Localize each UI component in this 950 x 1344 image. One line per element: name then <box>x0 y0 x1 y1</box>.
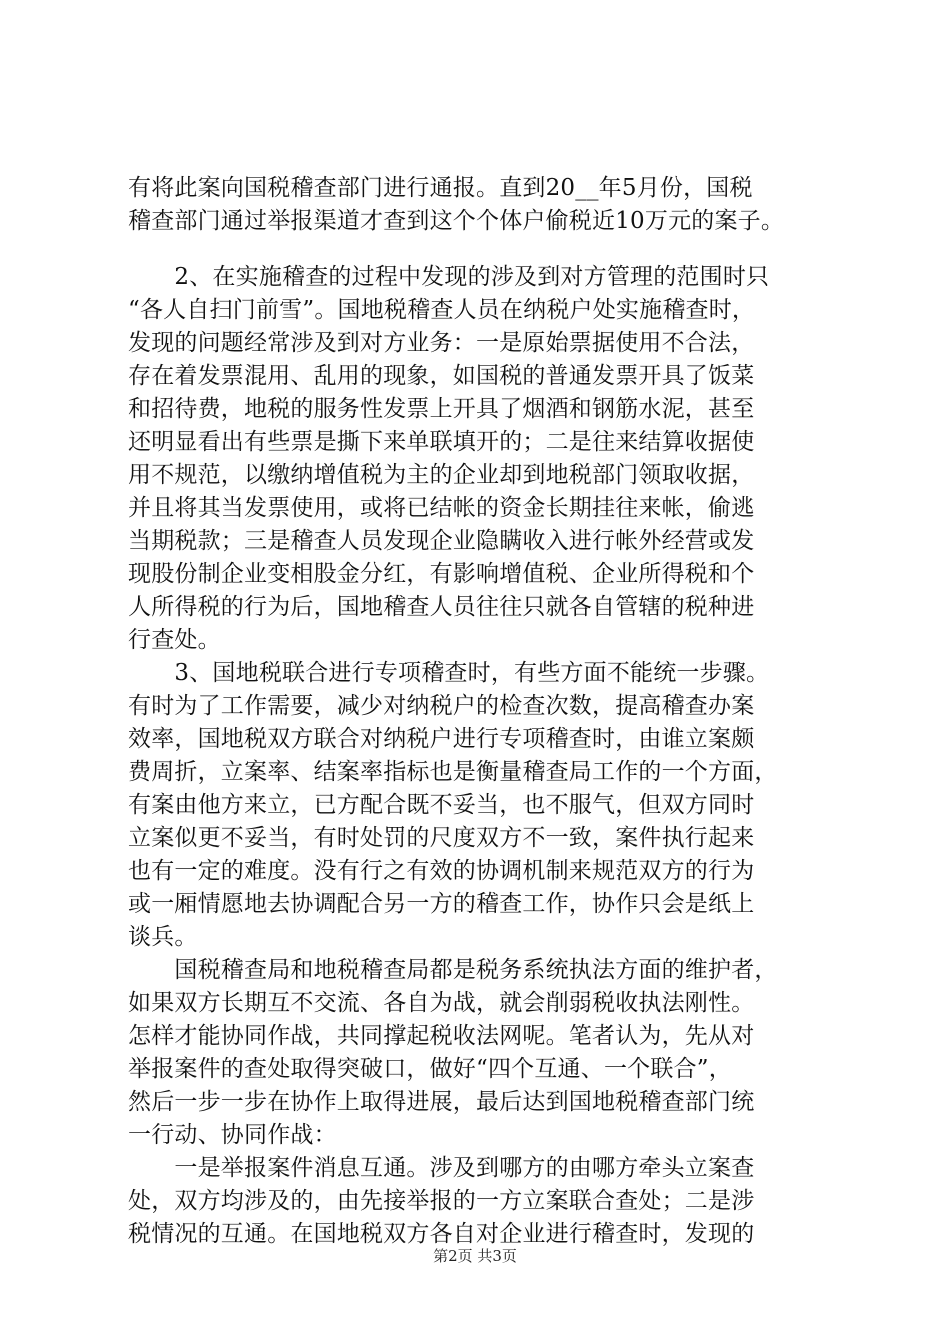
page-number-footer: 第2页 共3页 <box>433 1247 517 1265</box>
text-line: 或一厢情愿地去协调配合另一方的稽查工作，协作只会是纸上 <box>128 891 755 917</box>
text-line: 怎样才能协同作战，共同撑起税收法网呢。笔者认为，先从对 <box>128 1023 755 1049</box>
text-line: 稽查部门通过举报渠道才查到这个个体户偷税近10万元的案子。 <box>128 208 785 234</box>
text-line: 发现的问题经常涉及到对方业务：一是原始票据使用不合法， <box>128 330 755 356</box>
text-line: 费周折，立案率、结案率指标也是衡量稽查局工作的一个方面， <box>128 759 778 785</box>
text-line: 并且将其当发票使用，或将已结帐的资金长期挂往来帐，偷逃 <box>128 495 755 521</box>
text-line: 2、在实施稽查的过程中发现的涉及到对方管理的范围时只 <box>128 264 770 290</box>
text-line: 也有一定的难度。没有行之有效的协调机制来规范双方的行为 <box>128 858 755 884</box>
text-line: 和招待费，地税的服务性发票上开具了烟酒和钢筋水泥，甚至 <box>128 396 755 422</box>
text-line: 效率，国地税双方联合对纳税户进行专项稽查时，由谁立案颇 <box>128 726 755 752</box>
text-line: 人所得税的行为后，国地稽查人员往往只就各自管辖的税种进 <box>128 594 755 620</box>
text-line: 有将此案向国税稽查部门进行通报。直到20__年5月份，国税 <box>128 175 753 201</box>
text-line: 存在着发票混用、乱用的现象，如国税的普通发票开具了饭菜 <box>128 363 755 389</box>
text-line: 行查处。 <box>128 627 221 653</box>
text-line: 有案由他方来立，已方配合既不妥当，也不服气，但双方同时 <box>128 792 755 818</box>
text-line: 税情况的互通。在国地税双方各自对企业进行稽查时，发现的 <box>128 1221 755 1247</box>
text-line: 有时为了工作需要，减少对纳税户的检查次数，提高稽查办案 <box>128 693 755 719</box>
text-line: 当期税款；三是稽查人员发现企业隐瞒收入进行帐外经营或发 <box>128 528 755 554</box>
text-line: 还明显看出有些票是撕下来单联填开的；二是往来结算收据使 <box>128 429 755 455</box>
text-line: 如果双方长期互不交流、各自为战，就会削弱税收执法刚性。 <box>128 990 755 1016</box>
text-line: 一是举报案件消息互通。涉及到哪方的由哪方牵头立案查 <box>128 1155 755 1181</box>
text-line: 然后一步一步在协作上取得进展，最后达到国地税稽查部门统 <box>128 1089 755 1115</box>
text-line: 举报案件的查处取得突破口，做好“四个互通、一个联合”， <box>128 1056 732 1082</box>
text-line: 现股份制企业变相股金分红，有影响增值税、企业所得税和个 <box>128 561 755 587</box>
text-line: 谈兵。 <box>128 924 198 950</box>
text-line: 一行动、协同作战： <box>128 1122 337 1148</box>
text-line: 用不规范，以缴纳增值税为主的企业却到地税部门领取收据， <box>128 462 755 488</box>
text-line: “各人自扫门前雪”。国地税稽查人员在纳税户处实施稽查时， <box>128 297 756 323</box>
text-line: 国税稽查局和地税稽查局都是税务系统执法方面的维护者， <box>128 957 778 983</box>
text-line: 处，双方均涉及的，由先接举报的一方立案联合查处；二是涉 <box>128 1188 755 1214</box>
text-line: 立案似更不妥当，有时处罚的尺度双方不一致，案件执行起来 <box>128 825 755 851</box>
text-line: 3、国地税联合进行专项稽查时，有些方面不能统一步骤。 <box>128 660 770 686</box>
